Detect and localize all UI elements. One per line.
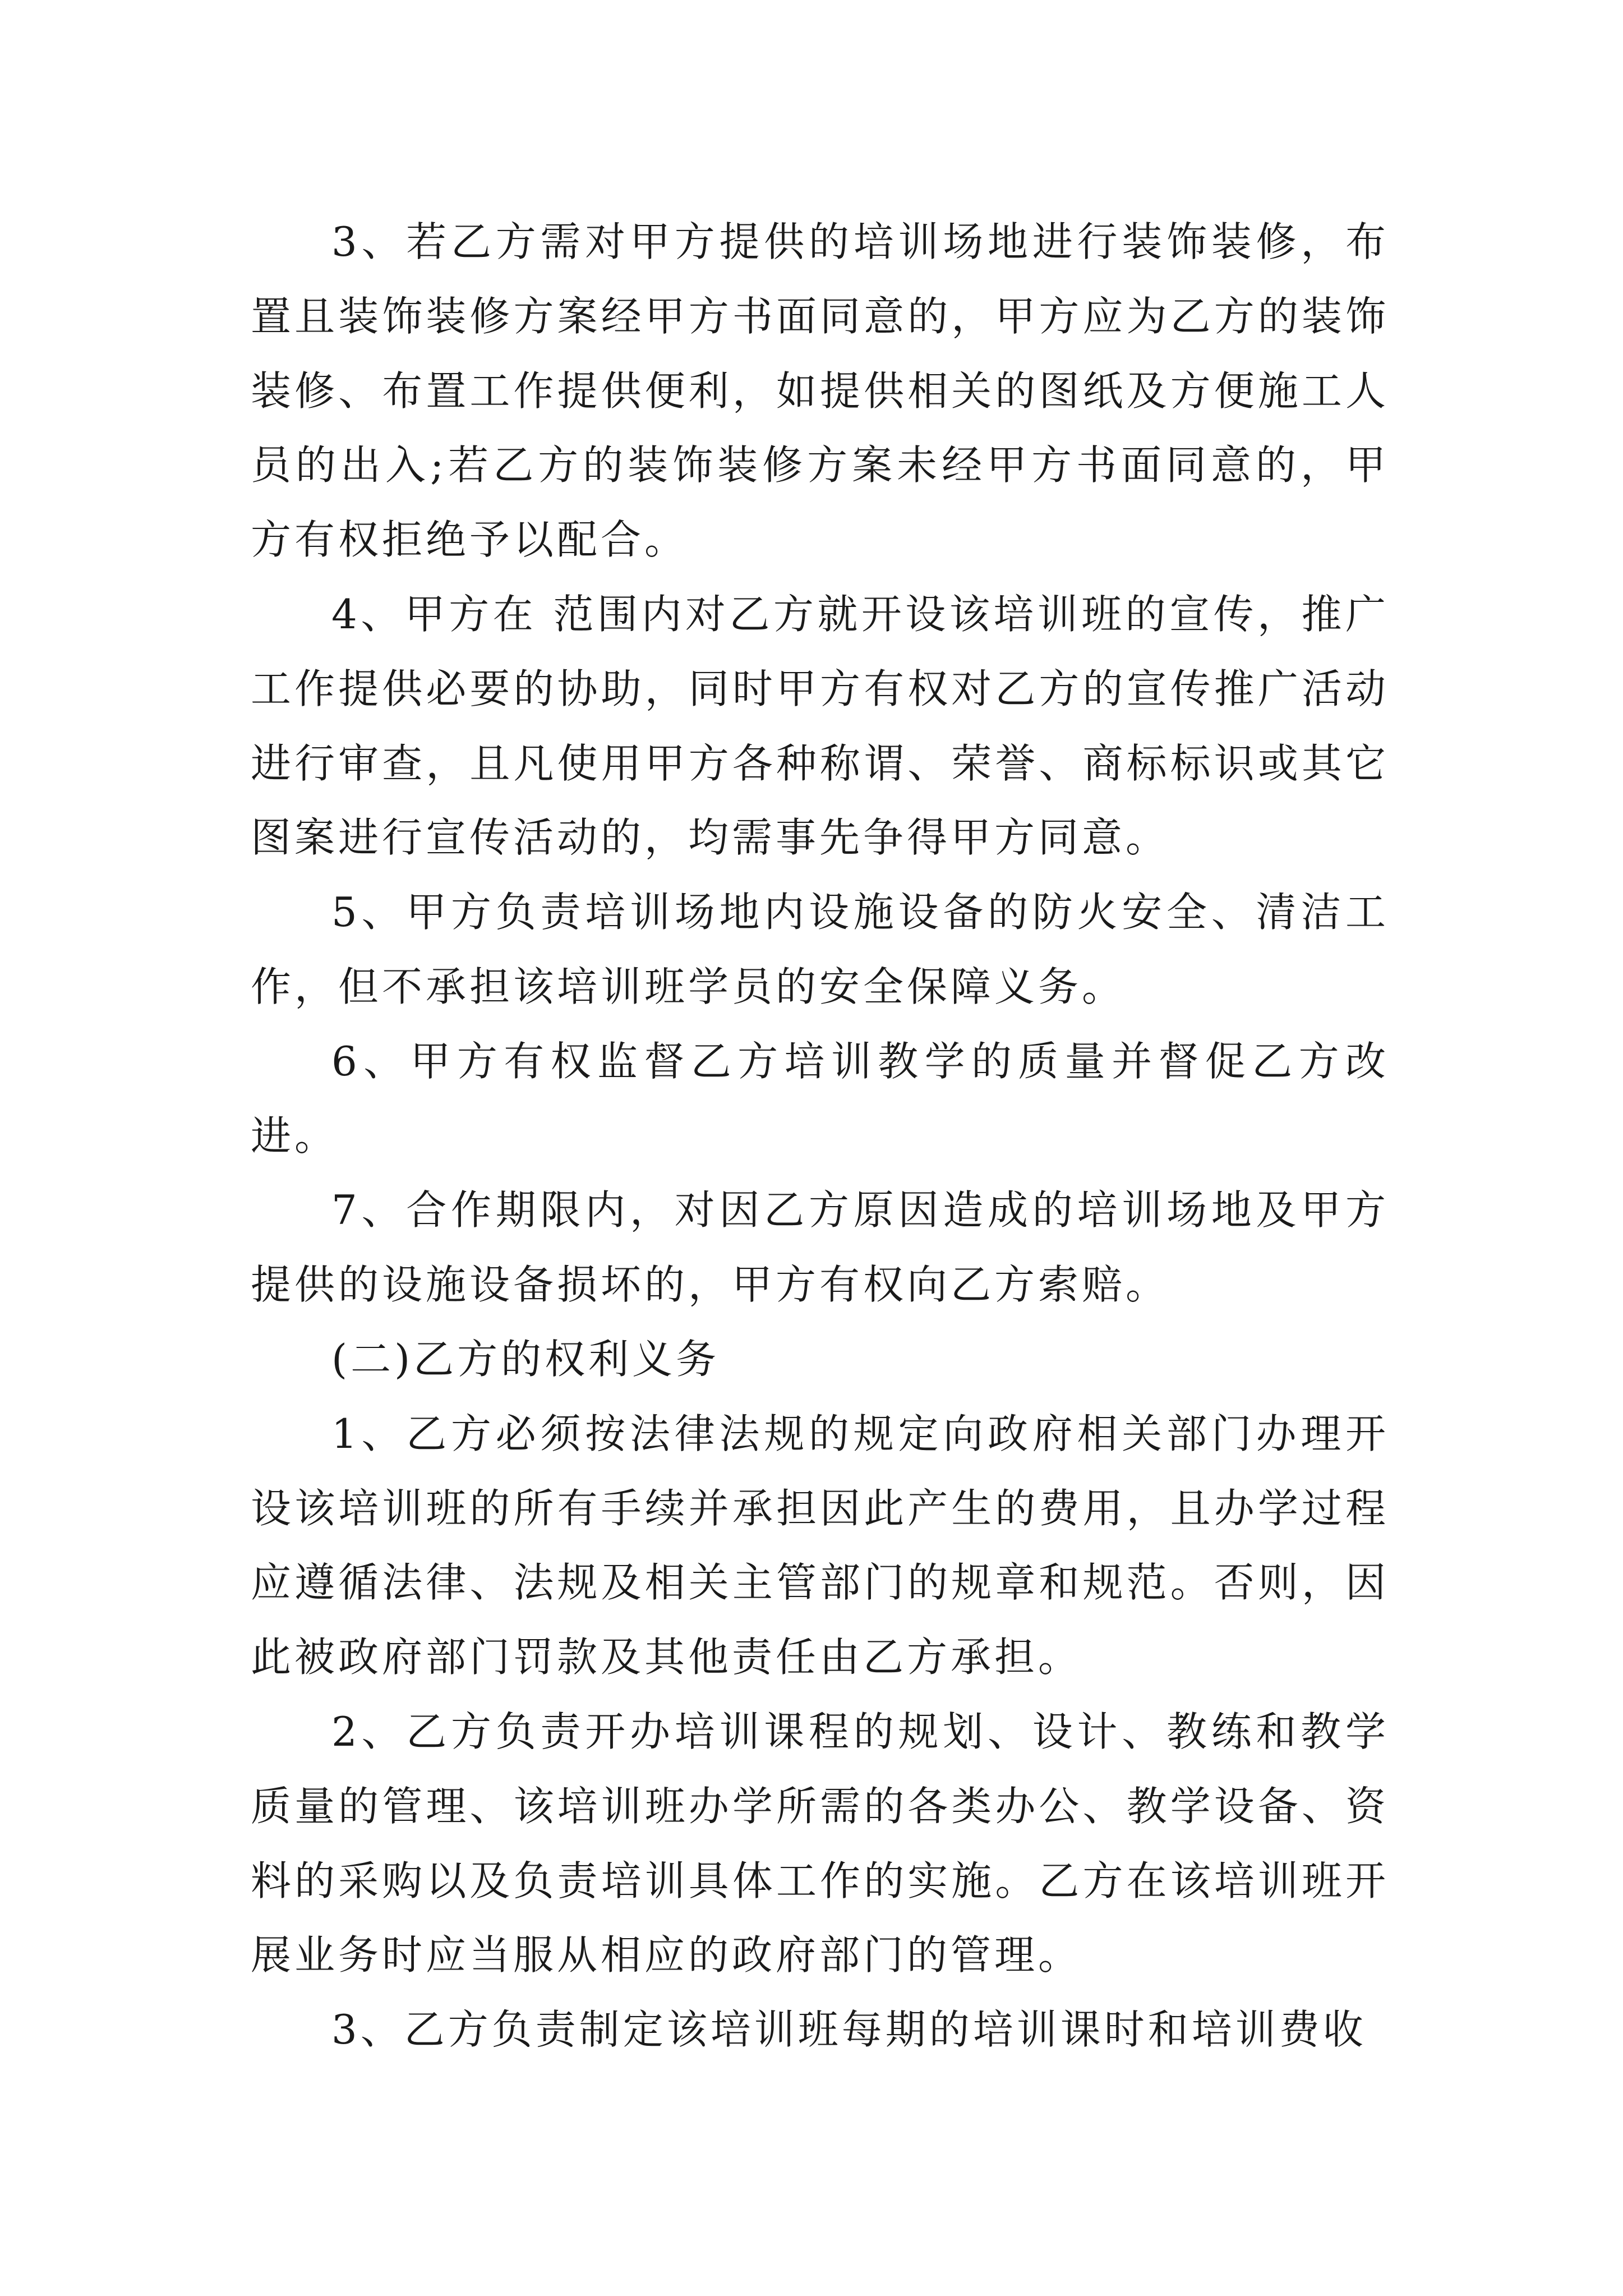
paragraph-party-b-item-2: 2、乙方负责开办培训课程的规划、设计、教练和教学质量的管理、该培训班办学所需的各类办公、教学设备、资料的采购以及负责培训具体工作的实施。乙方在该培训班开展业务时应当服从相应的政府部门的管理。 — [251, 1708, 1389, 1979]
paragraph-party-a-item-3: 3、若乙方需对甲方提供的培训场地进行装饰装修，布置且装饰装修方案经甲方书面同意的，甲方应为乙方的装饰装修、布置工作提供便利，如提供相关的图纸及方便施工人员的出入;若乙方的装饰装修方案未经甲方书面同意的，甲方有权拒绝予以配合。 — [251, 218, 1389, 564]
section-heading-party-b: (二)乙方的权利义务 — [331, 1335, 720, 1383]
paragraph-party-b-item-3: 3、乙方负责制定该培训班每期的培训课时和培训费收 — [331, 2006, 1367, 2054]
paragraph-party-a-item-4: 4、甲方在 范围内对乙方就开设该培训班的宣传，推广工作提供必要的协助，同时甲方有权对乙方的宣传推广活动进行审查，且凡使用甲方各种称谓、荣誉、商标标识或其它图案进行宣传活动的，均需事先争得甲方同意。 — [251, 590, 1389, 862]
document-body — [251, 205, 1389, 2067]
paragraph-party-b-item-1: 1、乙方必须按法律法规的规定向政府相关部门办理开设该培训班的所有手续并承担因此产生的费用，且办学过程应遵循法律、法规及相关主管部门的规章和规范。否则，因此被政府部门罚款及其他责任由乙方承担。 — [251, 1410, 1389, 1681]
paragraph-party-a-item-6: 6、甲方有权监督乙方培训教学的质量并督促乙方改进。 — [251, 1037, 1389, 1159]
paragraph-party-a-item-7: 7、合作期限内，对因乙方原因造成的培训场地及甲方提供的设施设备损坏的，甲方有权向乙方索赔。 — [251, 1186, 1389, 1309]
paragraph-party-a-item-5: 5、甲方负责培训场地内设施设备的防火安全、清洁工作，但不承担该培训班学员的安全保障义务。 — [251, 889, 1389, 1010]
